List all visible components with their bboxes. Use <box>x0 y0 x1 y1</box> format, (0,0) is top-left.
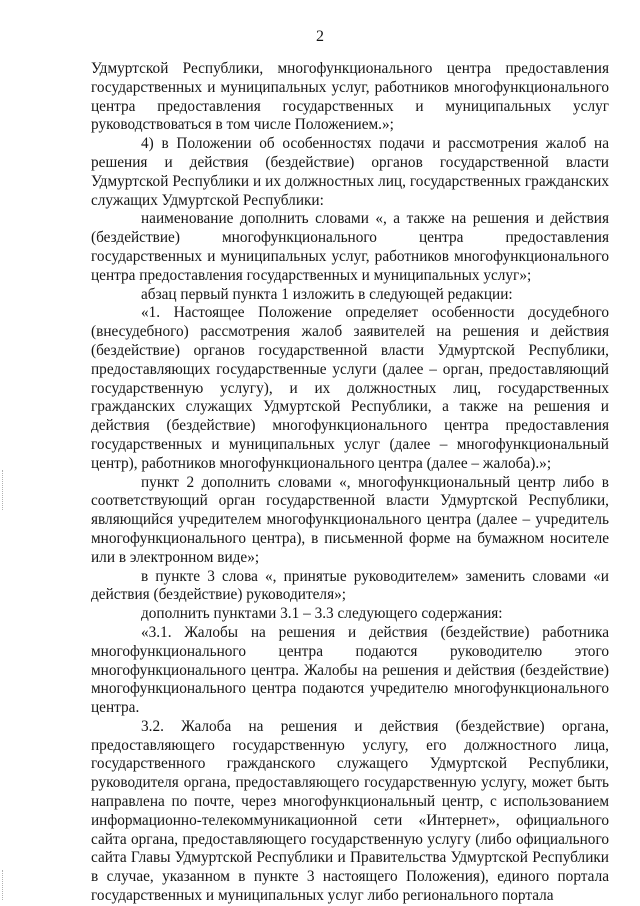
paragraph: Удмуртской Республики, многофункционального центра предоставления государственных и муниципальных услуг, работников многофункционального центра предоставления государственных и муниципальных услуг руководствоваться в том числе Положением.»; <box>91 60 609 134</box>
scan-edge-mark <box>2 470 6 510</box>
paragraph: «3.1. Жалобы на решения и действия (бездействие) работника многофункционального центра подаются руководителю этого многофункционального центра. Жалобы на решения и действия (бездействие) многофункционального центра подаются учредителю многофункционального центра. <box>91 623 609 717</box>
scan-edge-mark <box>2 870 6 900</box>
paragraph: 4) в Положении об особенностях подачи и рассмотрения жалоб на решения и действия (бездействие) органов государственной власти Удмуртской Республики и их должностных лиц, государственных гражданских служащих Удмуртской Республики: <box>91 135 609 209</box>
paragraph: 3.2. Жалоба на решения и действия (бездействие) органа, предоставляющего государственную услугу, его должностного лица, государственного гражданского служащего Удмуртской Республики, руководителя органа, предоставляющего государственную услугу, может быть направлена по почте, через многофункциональный центр, с использованием информационно-телекоммуникационной сети «Интернет», официального сайта органа, предоставляющего государственную услугу (либо официального сайта Главы Удмуртской Республики и Правительства Удмуртской Республики в случае, указанном в пункте 3 настоящего Положения), единого портала государственных и муниципальных услуг либо регионального портала <box>91 717 609 905</box>
page-number: 2 <box>316 28 324 45</box>
paragraph: наименование дополнить словами «, а также на решения и действия (бездействие) многофункционального центра предоставления государственных и муниципальных услуг, работников многофункционального центра предоставления государственных и муниципальных услуг»; <box>91 210 609 284</box>
paragraph: абзац первый пункта 1 изложить в следующей редакции: <box>141 285 513 303</box>
paragraph: «1. Настоящее Положение определяет особенности досудебного (внесудебного) рассмотрения жалоб заявителей на решения и действия (бездействие) органов государственной власти Удмуртской Республики, предоставляющих государственные услуги (далее – орган, предоставляющий государственную услугу), и их должностных лиц, государственных гражданских служащих Удмуртской Республики, а также на решения и действия (бездействие) многофункционального центра предоставления государственных и муниципальных услуг (далее – многофункциональный центр), работников многофункционального центра (далее – жалоба).»; <box>91 304 609 472</box>
document-body <box>91 60 609 906</box>
paragraph: в пункте 3 слова «, принятые руководителем» заменить словами «и действия (бездействие) руководителя»; <box>91 567 609 604</box>
paragraph: дополнить пунктами 3.1 – 3.3 следующего содержания: <box>141 605 503 623</box>
paragraph: пункт 2 дополнить словами «, многофункциональный центр либо в соответствующий орган государственной власти Удмуртской Республики, являющийся учредителем многофункционального центра (далее – учредитель многофункционального центра), в письменной форме на бумажном носителе или в электронном виде»; <box>91 473 609 566</box>
